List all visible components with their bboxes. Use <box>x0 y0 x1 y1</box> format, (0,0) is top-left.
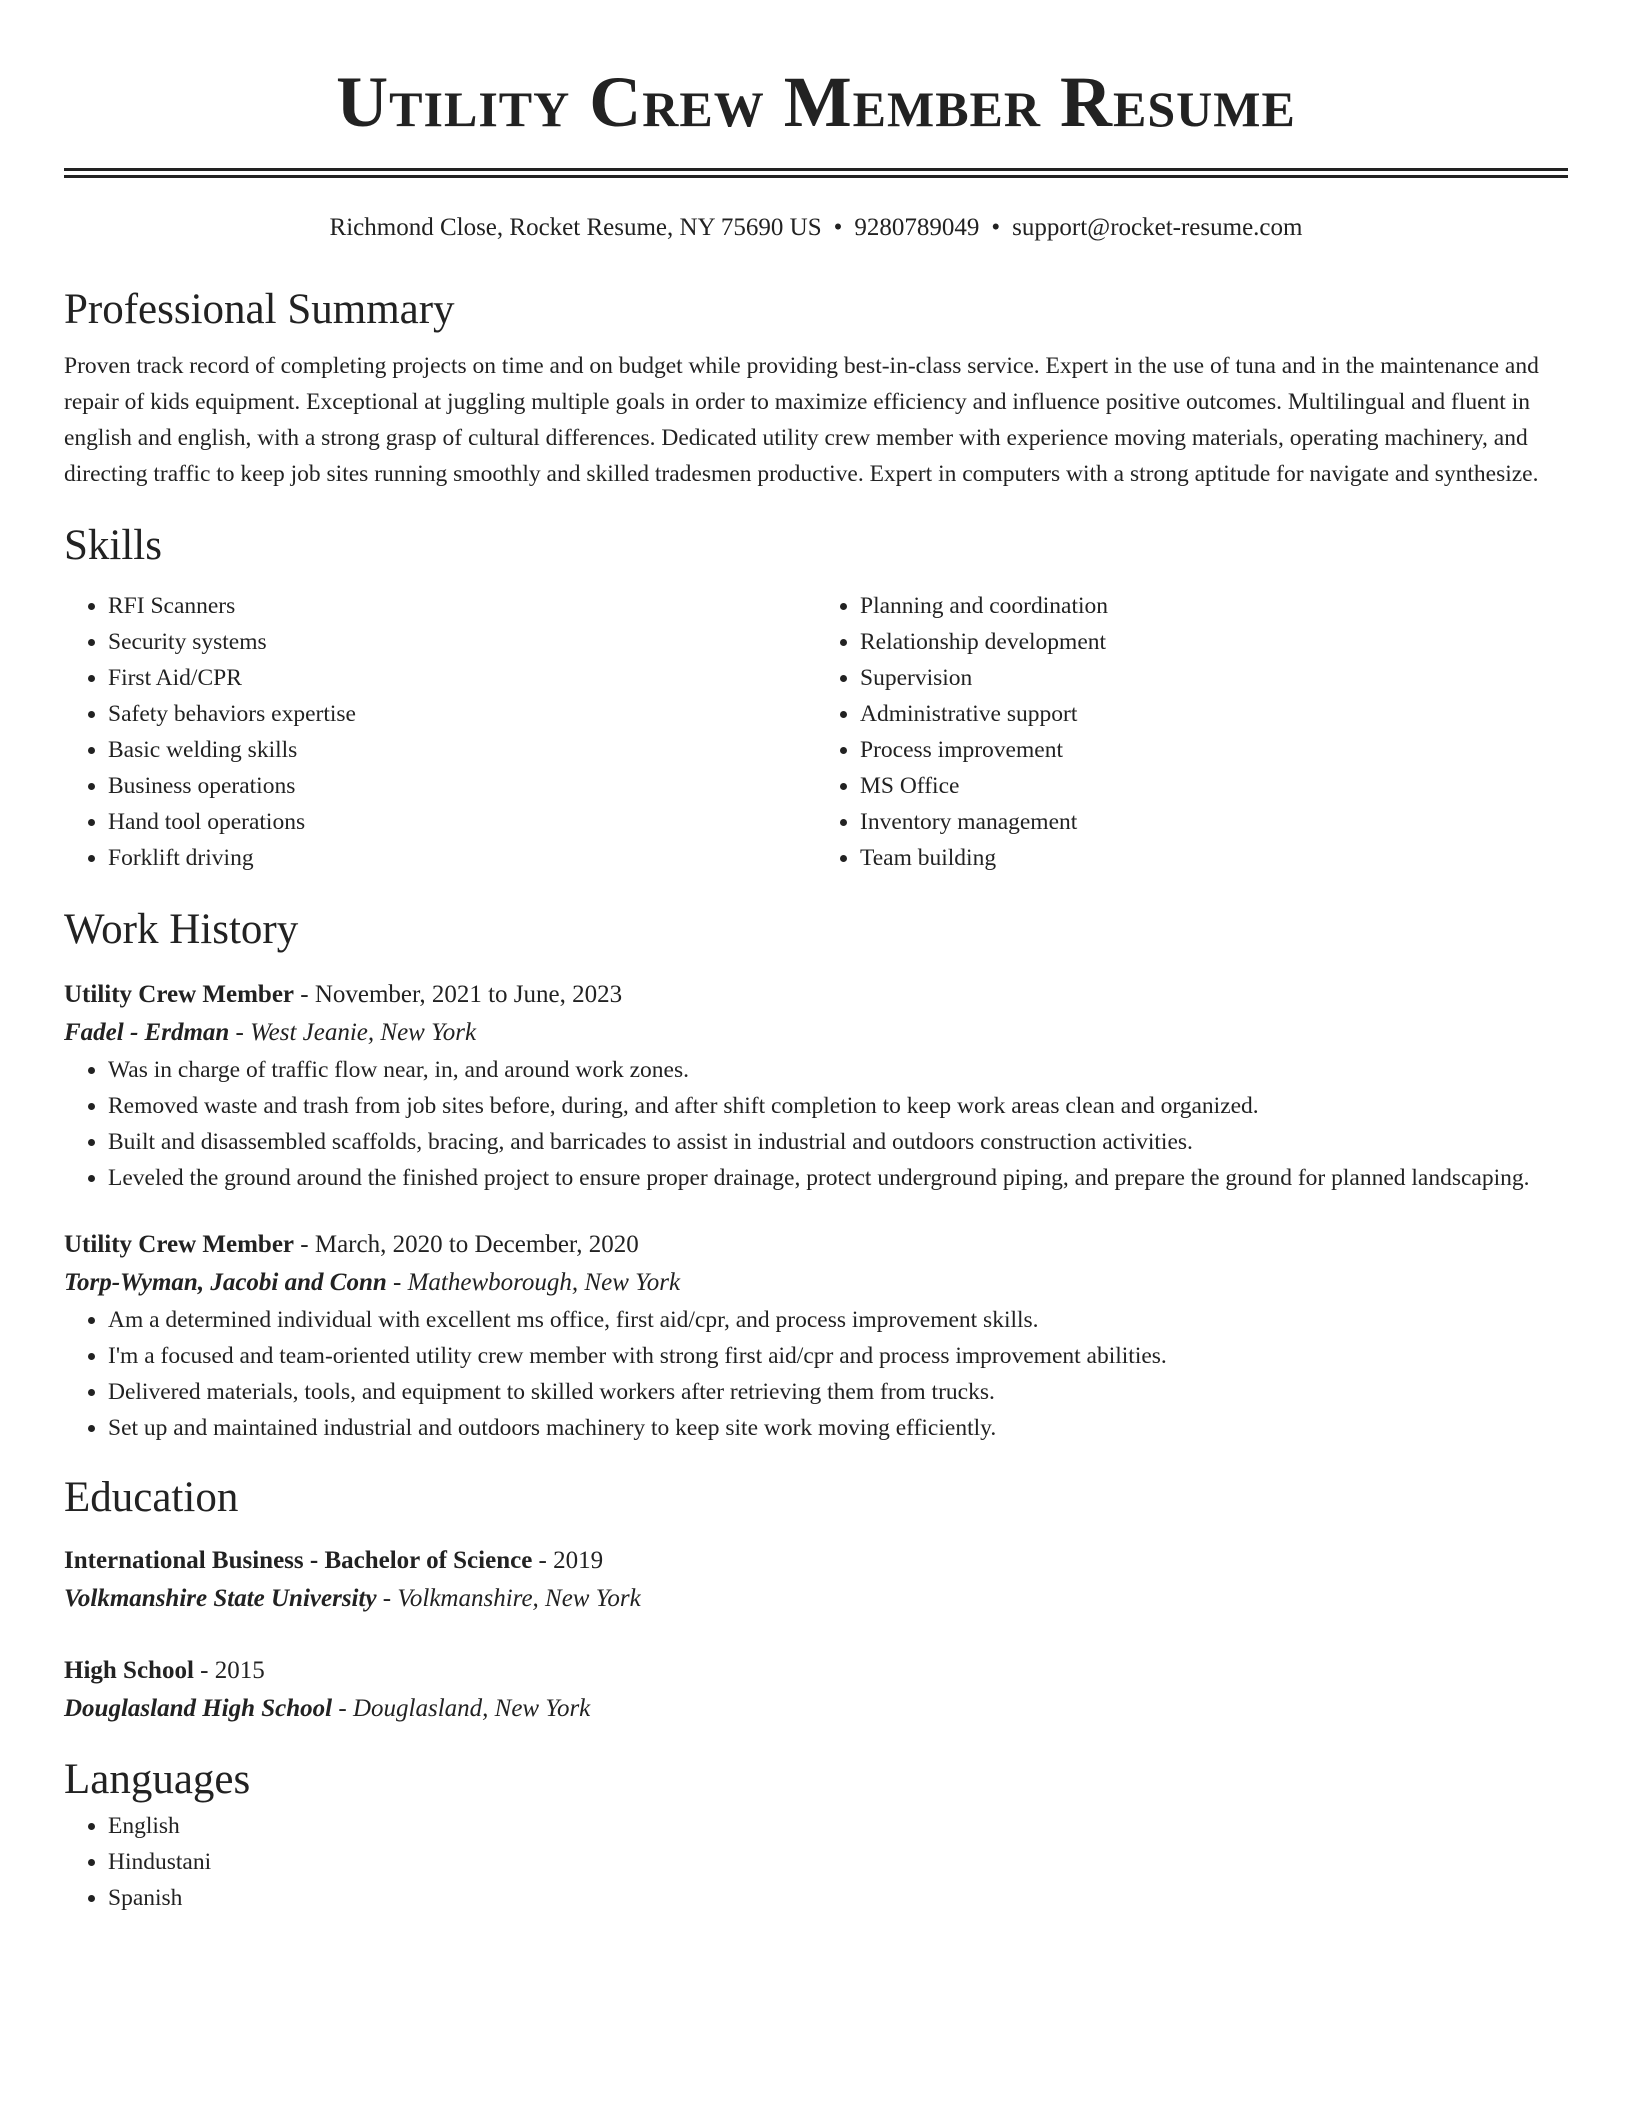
skill-item: • Process improvement <box>860 732 1568 768</box>
school-location: - Douglasland, New York <box>332 1695 591 1722</box>
job-entry <box>64 976 1568 1196</box>
school-name: Douglasland High School <box>64 1695 333 1722</box>
job-title-line <box>64 976 1568 1014</box>
job-bullet: • Am a determined individual with excellent ms office, first aid/cpr, and process improvement skills. <box>108 1302 1568 1338</box>
job-bullet: • Was in charge of traffic flow near, in, and around work zones. <box>108 1052 1568 1088</box>
degree-name: High School <box>64 1657 194 1684</box>
contact-phone: 9280789049 <box>854 214 980 241</box>
job-bullet: • Built and disassembled scaffolds, bracing, and barricades to assist in industrial and outdoors construction activities. <box>108 1124 1568 1160</box>
language-item: • Spanish <box>108 1880 1568 1916</box>
skills-columns <box>64 588 1568 876</box>
contact-email: support@rocket-resume.com <box>1012 214 1303 241</box>
skill-item: • Basic welding skills <box>108 732 816 768</box>
job-title: Utility Crew Member <box>64 981 295 1008</box>
resume-title: Utility Crew Member Resume <box>336 62 1296 142</box>
job-bullet-list <box>64 1052 1568 1196</box>
school-location: - Volkmanshire, New York <box>376 1585 641 1612</box>
skill-item: • Administrative support <box>860 696 1568 732</box>
skill-item: • Hand tool operations <box>108 804 816 840</box>
skill-item: • First Aid/CPR <box>108 660 816 696</box>
degree-year: - 2019 <box>532 1547 604 1574</box>
contact-line <box>64 212 1568 244</box>
title-double-rule <box>64 168 1568 178</box>
skills-list-right <box>816 588 1568 876</box>
skill-item: • Security systems <box>108 624 816 660</box>
skill-item: • Planning and coordination <box>860 588 1568 624</box>
contact-address: Richmond Close, Rocket Resume, NY 75690 US <box>329 214 822 241</box>
job-bullet: • Delivered materials, tools, and equipment to skilled workers after retrieving them from trucks. <box>108 1374 1568 1410</box>
job-title: Utility Crew Member <box>64 1231 295 1258</box>
school-line <box>64 1690 1568 1728</box>
degree-year: - 2015 <box>193 1657 265 1684</box>
languages-list <box>64 1808 1568 1916</box>
school-name: Volkmanshire State University <box>64 1585 377 1612</box>
job-bullet: • Set up and maintained industrial and outdoors machinery to keep site work moving efficiently. <box>108 1410 1568 1446</box>
company-line <box>64 1264 1568 1302</box>
education-entry <box>64 1652 1568 1728</box>
degree-line <box>64 1542 1568 1580</box>
job-bullet: • I'm a focused and team-oriented utility crew member with strong first aid/cpr and process improvement abilities. <box>108 1338 1568 1374</box>
job-entry <box>64 1226 1568 1446</box>
skills-list-left <box>64 588 816 876</box>
languages-heading: Languages <box>64 1756 251 1803</box>
company-line <box>64 1014 1568 1052</box>
contact-separator: • <box>991 214 1001 241</box>
company-location: - West Jeanie, New York <box>229 1019 477 1046</box>
job-title-line <box>64 1226 1568 1264</box>
skill-item: • Supervision <box>860 660 1568 696</box>
job-bullet: • Removed waste and trash from job sites before, during, and after shift completion to keep work areas clean and organized. <box>108 1088 1568 1124</box>
company-name: Torp-Wyman, Jacobi and Conn <box>64 1269 387 1296</box>
skill-item: • Relationship development <box>860 624 1568 660</box>
skill-item: • RFI Scanners <box>108 588 816 624</box>
skill-item: • Team building <box>860 840 1568 876</box>
work-history-heading: Work History <box>64 906 299 953</box>
skill-item: • MS Office <box>860 768 1568 804</box>
school-line <box>64 1580 1568 1618</box>
company-name: Fadel - Erdman <box>64 1019 230 1046</box>
skill-item: • Business operations <box>108 768 816 804</box>
degree-line <box>64 1652 1568 1690</box>
summary-heading: Professional Summary <box>64 286 455 333</box>
contact-separator: • <box>833 214 843 241</box>
education-heading: Education <box>64 1474 239 1521</box>
job-dates: - March, 2020 to December, 2020 <box>294 1231 639 1258</box>
education-entry <box>64 1542 1568 1618</box>
company-location: - Mathewborough, New York <box>386 1269 681 1296</box>
language-item: • English <box>108 1808 1568 1844</box>
job-dates: - November, 2021 to June, 2023 <box>294 981 623 1008</box>
language-item: • Hindustani <box>108 1844 1568 1880</box>
skill-item: • Inventory management <box>860 804 1568 840</box>
skill-item: • Safety behaviors expertise <box>108 696 816 732</box>
skills-heading: Skills <box>64 522 162 569</box>
job-bullet: • Leveled the ground around the finished project to ensure proper drainage, protect underground piping, and prepare the ground for planned landscaping. <box>108 1160 1568 1196</box>
summary-text: Proven track record of completing projects on time and on budget while providing best-in-class service. Expert in the use of tuna and in the maintenance and repair of kids equipment. Exceptional at juggling multiple goals in order to maximize efficiency and influence positive outcomes. Multilingual and fluent in english and english, with a strong grasp of cultural differences. Dedicated utility crew member with experience moving materials, operating machinery, and directing traffic to keep job sites running smoothly and skilled tradesmen productive. Expert in computers with a strong aptitude for navigate and synthesize. <box>64 353 1539 487</box>
job-bullet-list <box>64 1302 1568 1446</box>
degree-name: International Business - Bachelor of Science <box>64 1547 533 1574</box>
skill-item: • Forklift driving <box>108 840 816 876</box>
